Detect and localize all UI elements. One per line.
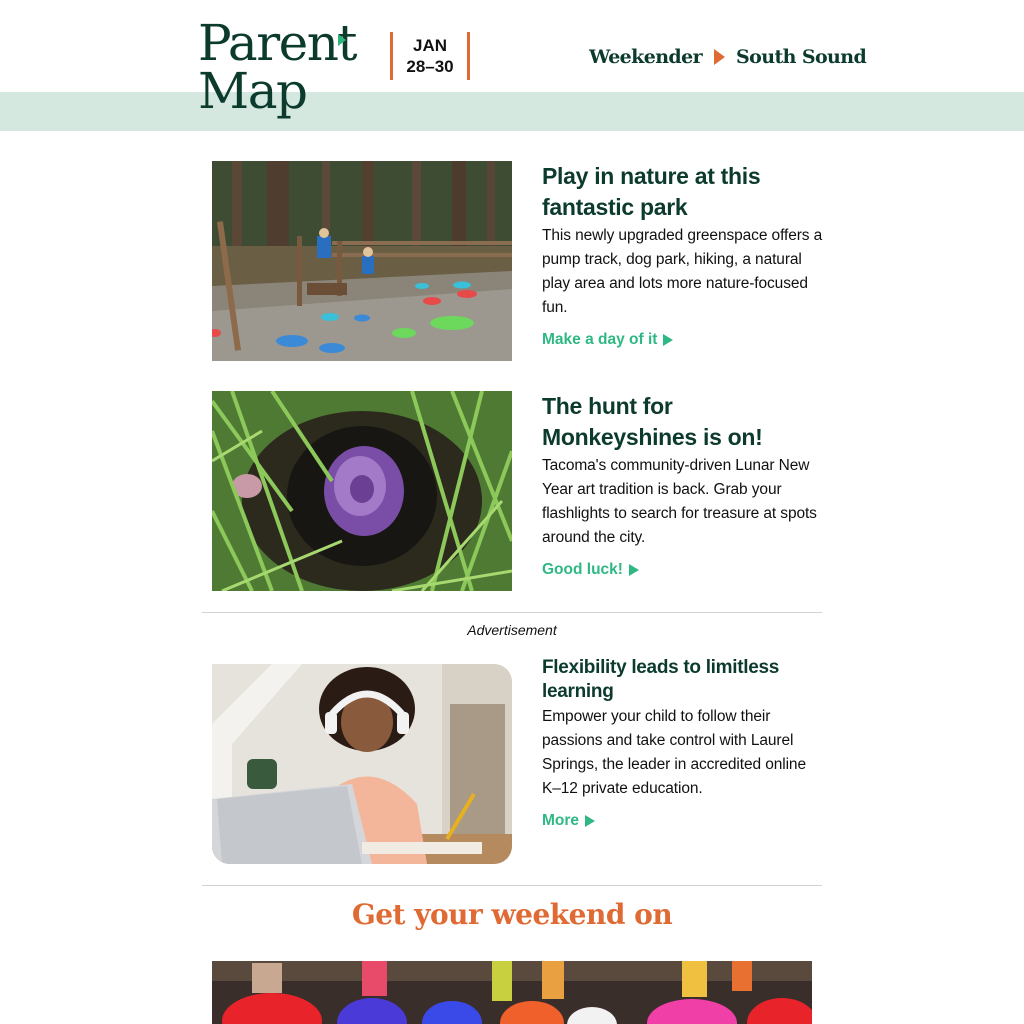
ad-body: Empower your child to follow their passions and take control with Laurel Springs, the leader in accredited online K–12 private education. [542,708,806,797]
ad-photo[interactable] [212,664,512,864]
breadcrumb-arrow-icon [714,49,725,65]
cta-label: Good luck! [542,561,623,578]
advertisement-label: Advertisement [467,622,557,638]
logo-line-1: Parent [198,14,356,72]
issue-date-month: JAN [412,36,447,55]
play-arrow-icon [629,564,639,576]
story-body: This newly upgraded greenspace offers a pump track, dog park, hiking, a natural play area and lots more nature-focused fun. [542,227,823,316]
parentmap-logo[interactable] [198,14,358,122]
divider [202,885,822,886]
ad-copy [542,656,824,830]
ad-title[interactable]: Flexibility leads to limitless learning [542,657,780,702]
story-title[interactable]: Play in nature at this fantastic park [542,163,761,220]
newsletter-header [0,0,1024,131]
divider [202,612,822,613]
logo-triangle-icon [338,34,346,46]
lion-dance-photo-image [212,961,812,1024]
issue-date [390,32,470,80]
story-title[interactable]: The hunt for Monkeyshines is on! [542,393,763,450]
issue-date-days: 28–30 [406,57,454,76]
ad-photo-image [212,664,512,864]
breadcrumb [589,44,866,70]
cta-label: Make a day of it [542,331,658,348]
story-copy [542,161,824,349]
monkeyshines-photo[interactable] [212,391,512,591]
play-arrow-icon [585,815,595,827]
play-arrow-icon [663,334,673,346]
monkeyshines-photo-image [212,391,512,591]
weekend-heading: Get your weekend on [351,898,673,931]
logo-line-2: Map [198,62,307,120]
story-copy [542,391,824,579]
make-a-day-of-it-link[interactable] [542,331,673,349]
good-luck-link[interactable] [542,561,639,579]
breadcrumb-weekender[interactable]: Weekender [589,46,703,68]
story-body: Tacoma's community-driven Lunar New Year art tradition is back. Grab your flashlights to search for treasure at spots around the city. [542,457,817,546]
more-link[interactable] [542,812,595,830]
breadcrumb-south-sound[interactable]: South Sound [736,46,867,68]
cta-label: More [542,812,580,829]
park-photo-image [212,161,512,361]
park-photo[interactable] [212,161,512,361]
weekend-hero-photo[interactable] [212,961,812,1024]
